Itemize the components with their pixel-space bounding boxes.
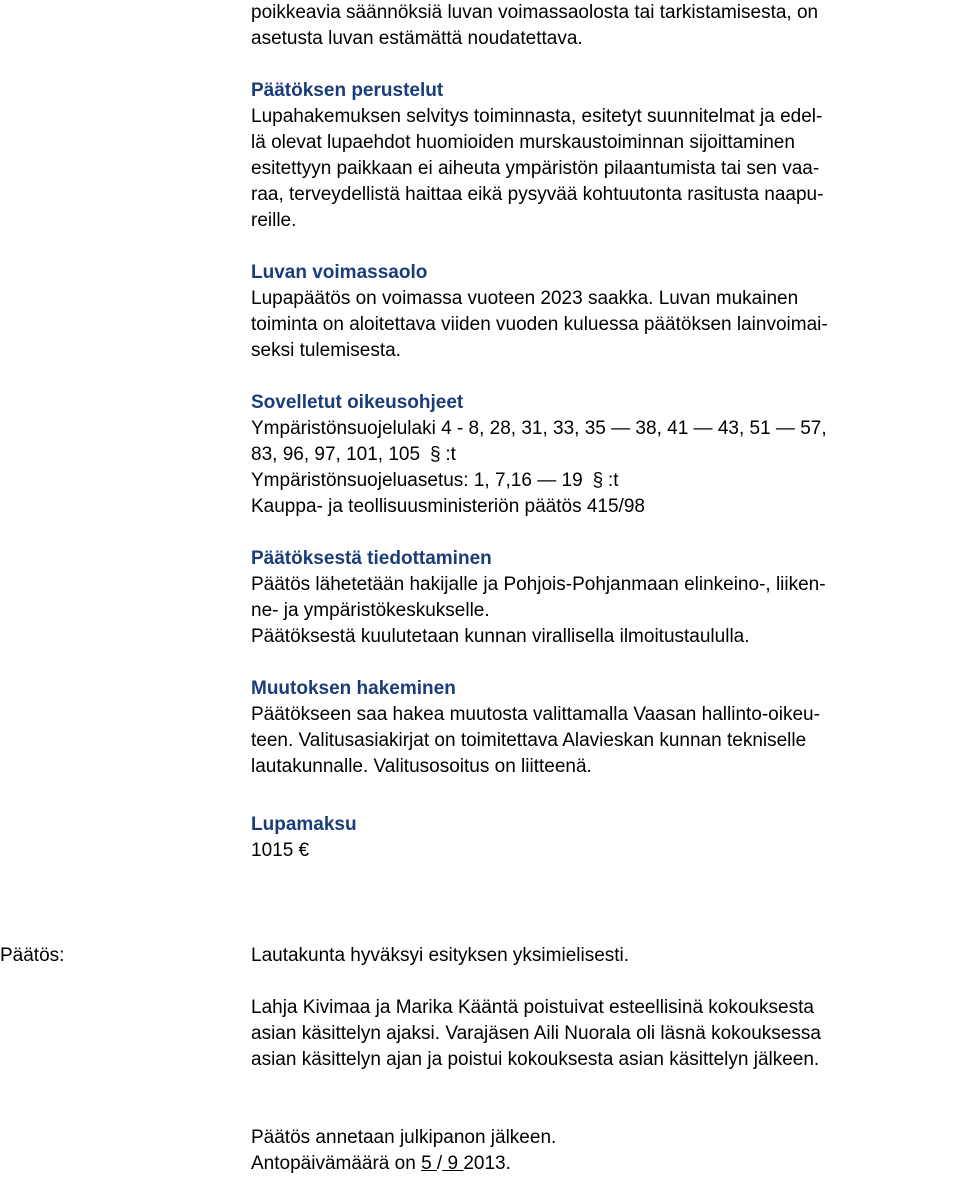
oikeusohjeet-line-3 bbox=[251, 468, 951, 494]
perustelut-line-4: raa, terveydellistä haittaa eikä pysyvää kohtuutonta rasitusta naapu- bbox=[251, 184, 824, 205]
tiedottaminen-line-2: ne- ja ympäristökeskukselle. bbox=[251, 600, 490, 621]
decision-para-2-line-1: Lahja Kivimaa ja Marika Kääntä poistuivat esteellisinä kokouksesta bbox=[251, 997, 814, 1018]
oikeusohjeet-heading: Sovelletut oikeusohjeet bbox=[251, 392, 464, 413]
perustelut-section bbox=[251, 78, 951, 234]
section-sign-icon: § bbox=[430, 444, 441, 465]
muutoksen-line-3: lautakunnalle. Valitusosoitus on liitteenä. bbox=[251, 756, 592, 777]
antopaiva-label: Antopäivämäärä on bbox=[251, 1153, 422, 1174]
intro-section bbox=[251, 0, 951, 52]
voimassaolo-line-2: toiminta on aloitettava viiden vuoden kuluessa päätöksen lainvoimai- bbox=[251, 314, 828, 335]
oikeusohjeet-line-3-suffix: :t bbox=[607, 470, 619, 491]
decision-para-2-line-3: asian käsittelyn ajan ja poistui kokouksesta asian käsittelyn jälkeen. bbox=[251, 1049, 820, 1070]
muutoksen-heading: Muutoksen hakeminen bbox=[251, 678, 456, 699]
lupamaksu-heading: Lupamaksu bbox=[251, 814, 357, 835]
lupamaksu-amount-line bbox=[251, 838, 951, 864]
decision-para-3-line-1: Päätös annetaan julkipanon jälkeen. bbox=[251, 1127, 557, 1148]
voimassaolo-line-3: seksi tulemisesta. bbox=[251, 340, 401, 361]
antopaiva-day: 5 bbox=[421, 1153, 437, 1174]
perustelut-line-2: lä olevat lupaehdot huomioiden murskaustoiminnan sijoittaminen bbox=[251, 132, 795, 153]
voimassaolo-section bbox=[251, 260, 951, 364]
tiedottaminen-heading: Päätöksestä tiedottaminen bbox=[251, 548, 492, 569]
decision-para-1: Lautakunta hyväksyi esityksen yksimielisesti. bbox=[251, 945, 630, 966]
perustelut-heading: Päätöksen perustelut bbox=[251, 80, 444, 101]
decision-para-2-line-2: asian käsittelyn ajaksi. Varajäsen Aili Nuorala oli läsnä kokouksessa bbox=[251, 1023, 821, 1044]
antopaiva-month: 9 bbox=[442, 1153, 464, 1174]
decision-body bbox=[251, 943, 951, 1177]
oikeusohjeet-line-2-text: 83, 96, 97, 101, 105 bbox=[251, 444, 426, 465]
perustelut-line-5: reille. bbox=[251, 210, 297, 231]
document-body bbox=[251, 0, 951, 864]
perustelut-line-1: Lupahakemuksen selvitys toiminnasta, esitetyt suunnitelmat ja edel- bbox=[251, 106, 823, 127]
voimassaolo-line-1: Lupapäätös on voimassa vuoteen 2023 saakka. Luvan mukainen bbox=[251, 288, 799, 309]
perustelut-line-3: esitettyyn paikkaan ei aiheuta ympäristön pilaantumista tai sen vaa- bbox=[251, 158, 820, 179]
tiedottaminen-line-3: Päätöksestä kuulutetaan kunnan virallisella ilmoitustaululla. bbox=[251, 626, 750, 647]
oikeusohjeet-line-2-suffix: :t bbox=[445, 444, 456, 465]
antopaiva-separator: / bbox=[436, 1153, 443, 1174]
lupamaksu-amount: 1015 bbox=[251, 840, 299, 861]
intro-line-2: asetusta luvan estämättä noudatettava. bbox=[251, 28, 583, 49]
section-sign-icon: § bbox=[592, 470, 604, 491]
tiedottaminen-section bbox=[251, 546, 951, 650]
muutoksen-section bbox=[251, 676, 951, 780]
lupamaksu-section bbox=[251, 812, 951, 864]
voimassaolo-heading: Luvan voimassaolo bbox=[251, 262, 428, 283]
muutoksen-line-1: Päätökseen saa hakea muutosta valittamalla Vaasan hallinto-oikeu- bbox=[251, 704, 820, 725]
antopaiva-year: 2013. bbox=[463, 1153, 511, 1174]
euro-sign-icon: € bbox=[298, 840, 310, 861]
oikeusohjeet-section bbox=[251, 390, 951, 520]
intro-line-1: poikkeavia säännöksiä luvan voimassaolosta tai tarkistamisesta, on bbox=[251, 2, 819, 23]
oikeusohjeet-line-1: Ympäristönsuojelulaki 4 - 8, 28, 31, 33, 35 — 38, 41 — 43, 51 — 57, bbox=[251, 418, 827, 439]
antopaiva-line bbox=[251, 1151, 951, 1177]
decision-label: Päätös: bbox=[0, 945, 65, 966]
oikeusohjeet-line-3-text: Ympäristönsuojeluasetus: 1, 7,16 — 19 bbox=[251, 470, 588, 491]
tiedottaminen-line-1: Päätös lähetetään hakijalle ja Pohjois-Pohjanmaan elinkeino-, liiken- bbox=[251, 574, 826, 595]
muutoksen-line-2: teen. Valitusasiakirjat on toimitettava Alavieskan kunnan tekniselle bbox=[251, 730, 807, 751]
oikeusohjeet-line-2 bbox=[251, 442, 951, 468]
oikeusohjeet-line-4: Kauppa- ja teollisuusministeriön päätös 415/98 bbox=[251, 496, 645, 517]
